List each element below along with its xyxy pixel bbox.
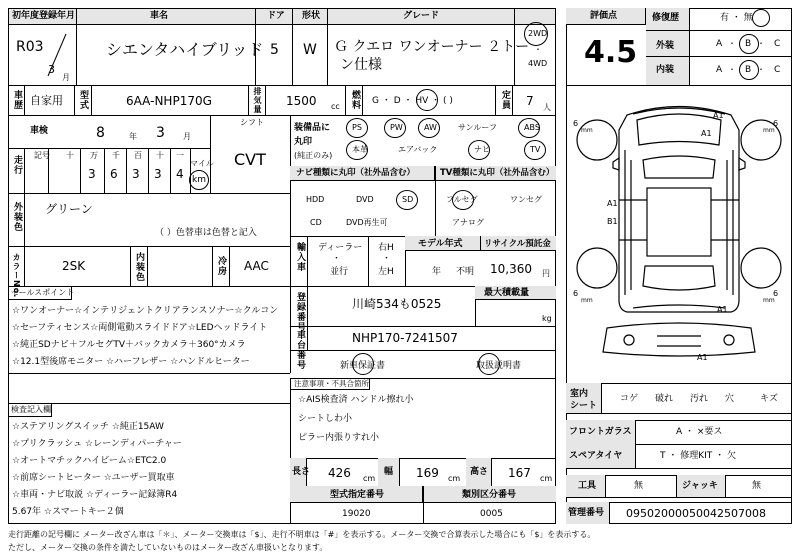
type-cert: 19020 xyxy=(342,509,371,519)
model: 6AA-NHP170G xyxy=(126,94,212,108)
glass-label: フロントガラス xyxy=(569,427,632,437)
grade-line1: Ｇ クエロ ワンオーナー ２トー xyxy=(334,39,530,55)
import-dot: ・ xyxy=(332,254,342,264)
ac: AAC xyxy=(244,259,269,273)
unit-km: km xyxy=(192,175,206,185)
warranty: 新車保証書 xyxy=(340,361,386,371)
repair-label: 修復歴 xyxy=(652,13,680,23)
grade-dot: ・ xyxy=(757,65,765,74)
warranty-circle xyxy=(352,353,374,375)
mileage-header: 十 xyxy=(66,151,74,160)
mileage-header: 記号 xyxy=(34,151,50,160)
doors: 5 xyxy=(270,42,279,58)
model-year-unit: 年 xyxy=(432,267,442,277)
model-year-unknown: 不明 xyxy=(456,267,475,277)
seat-option: キズ xyxy=(760,394,778,404)
mgmt: 09502000050042507008 xyxy=(626,507,766,520)
grade-option: A xyxy=(716,65,723,75)
mileage-header: 千 xyxy=(112,151,120,160)
body-outline xyxy=(619,107,739,313)
nav-item: CD xyxy=(310,218,322,227)
tire-mark-fr: 6 xyxy=(773,119,779,128)
tire-unit-rr: mm xyxy=(763,297,775,304)
note-line: ピラー内張りすれ小 xyxy=(298,433,380,443)
grade-option: A xyxy=(716,39,723,49)
model-year-label: モデル年式 xyxy=(418,239,463,249)
model-label: 型式 xyxy=(78,90,88,110)
use-label: 車歴 xyxy=(12,90,22,110)
chassis: NHP170-7241507 xyxy=(352,331,458,345)
tire-rear-left xyxy=(577,248,617,288)
grade-option: B xyxy=(745,39,752,49)
person-unit: 人 xyxy=(543,103,551,112)
equipment-title-1: 装備品に xyxy=(294,123,331,133)
import-dot-2: ・ xyxy=(382,254,392,264)
drive-2wd: 2WD xyxy=(528,29,548,38)
sales-point-line: ☆12.1型後席モニター ☆ハーフレザー ☆ハンドルヒーター xyxy=(12,357,250,367)
mileage-header: 百 xyxy=(134,151,142,160)
tire-unit-rl: mm xyxy=(581,297,593,304)
import-left: 左H xyxy=(378,267,394,277)
sales-title: セールスポイント xyxy=(11,288,75,297)
use: 自家用 xyxy=(30,94,63,107)
shift: CVT xyxy=(234,150,266,169)
spare-options: T ・ 修理KIT ・ 欠 xyxy=(660,451,736,461)
exterior-label: 外装 xyxy=(656,41,675,51)
width-label: 幅 xyxy=(384,467,394,477)
tire-unit-fr: mm xyxy=(763,127,775,134)
interior-label: 内装 xyxy=(656,65,675,75)
tire-mark-rr: 6 xyxy=(773,289,779,298)
displacement: 1500 xyxy=(286,94,317,108)
seat-option: 汚れ xyxy=(690,394,709,404)
equipment-item: ナビ xyxy=(474,145,490,154)
type-cert-label: 型式指定番号 xyxy=(330,490,385,500)
capacity: 7 xyxy=(526,94,534,108)
width-cm: cm xyxy=(448,474,461,483)
inspection-year-unit: 年 xyxy=(129,132,137,141)
mileage-digit: 6 xyxy=(110,167,118,181)
sales-point-line: ☆純正SDナビ＋フルセグTV＋バックカメラ＋360°カメラ xyxy=(12,340,246,350)
load-label: 最大積載量 xyxy=(484,288,530,298)
grade-line2: ン仕様 xyxy=(340,57,382,73)
capacity-label: 定員 xyxy=(500,90,510,110)
equipment-title-2: 丸印 xyxy=(294,137,313,147)
glass-options: A ・ ×要ス xyxy=(676,427,723,437)
equipment-item: ABS xyxy=(524,123,540,132)
equipment-item: PS xyxy=(352,123,362,132)
footer-line1: 走行距離の記号欄に メーター改ざん車は「＊」、メーター交換車は「$」、走行不明車は「#」を表示する。メーター交換で合算表示した場合にも「$」を表示する。 xyxy=(8,530,596,539)
mileage-digit: 4 xyxy=(176,167,184,181)
grade-option: C xyxy=(774,39,781,49)
unit-mile: マイル xyxy=(190,159,214,168)
color-value: グリーン xyxy=(45,202,93,216)
grade-option: B xyxy=(745,65,752,75)
color-no: 2SK xyxy=(62,259,86,273)
class-label: 類別区分番号 xyxy=(462,490,517,500)
nav-item: SD xyxy=(402,195,414,204)
inspection-month-unit: 月 xyxy=(183,132,191,141)
nav-item: DVD xyxy=(356,195,374,204)
drive-dot: ・ xyxy=(534,45,542,54)
note-line: シートしわ小 xyxy=(298,414,353,424)
spare-label: スペアタイヤ xyxy=(569,451,623,461)
reg-month-unit: 月 xyxy=(62,73,70,82)
mileage-digit: 3 xyxy=(132,167,140,181)
inspector-title: 検査記入欄 xyxy=(11,405,51,414)
car-name-label: 車名 xyxy=(150,11,169,21)
inspector-line: ☆車両・ナビ取説 ☆ディーラー記録簿R4 xyxy=(12,490,178,500)
color-note: （ ）色替車は色替と記入 xyxy=(155,228,257,238)
fuel-hv-circle xyxy=(416,89,438,111)
tire-front-left xyxy=(577,120,617,160)
recycle-yen: 円 xyxy=(542,269,550,278)
interior-color-label: 内装色 xyxy=(134,252,144,282)
manual: 取扱説明書 xyxy=(476,361,522,371)
grade-option: C xyxy=(774,65,781,75)
equipment-item: TV xyxy=(530,145,541,154)
tv-title: TV種類に丸印（社外品含む） xyxy=(440,168,555,178)
score-value: 4.5 xyxy=(584,35,638,70)
tools: 無 xyxy=(634,481,644,491)
nav-item: HDD xyxy=(306,195,325,204)
mark-left-door-front: A1 xyxy=(607,199,618,208)
mgmt-label: 管理番号 xyxy=(568,508,605,518)
equipment-item: AW xyxy=(424,123,437,132)
notes-title: 注意事項・不具合箇所 xyxy=(294,379,369,388)
inspector-line: 5.67年 ☆スマートキー２個 xyxy=(12,507,124,517)
registration-number: 川崎534も0525 xyxy=(352,297,442,311)
class: 0005 xyxy=(480,509,503,519)
shift-label: シフト xyxy=(240,118,264,127)
equipment-item: エアバック xyxy=(398,145,438,154)
equipment-title-3: (純正のみ) xyxy=(294,151,333,160)
tire-mark-rl: 6 xyxy=(573,289,579,298)
tv-item: フルセグ xyxy=(446,195,478,204)
drive-4wd: 4WD xyxy=(528,59,548,68)
inspection-month: 3 xyxy=(156,125,165,141)
car-diagram xyxy=(567,90,791,375)
width: 169 xyxy=(416,466,439,480)
jack: 無 xyxy=(752,481,762,491)
tire-unit-fl: mm xyxy=(581,127,593,134)
inspector-line: ☆前席シートヒーター ☆ユーザー買取車 xyxy=(12,473,175,483)
length-label: 長さ xyxy=(292,467,311,477)
sales-point-line: ☆ワンオーナー☆インテリジェントクリアランスソナー☆クルコン xyxy=(12,306,279,316)
reg-era: R03 xyxy=(16,39,44,55)
mark-left-door-rear: B1 xyxy=(607,217,618,226)
tire-rear-right xyxy=(741,248,781,288)
length: 426 xyxy=(328,466,351,480)
tv-item: アナログ xyxy=(452,218,484,227)
disp-label: 排気量 xyxy=(253,87,262,114)
inspector-line: ☆プリクラッシュ ☆レーンディパーチャー xyxy=(12,439,182,449)
grade-label: グレード xyxy=(403,11,440,21)
shape: W xyxy=(303,42,317,58)
inspector-line: ☆ステアリングスイッチ ☆純正15AW xyxy=(12,422,164,432)
repair-options: 有 ・ 無 xyxy=(720,13,753,23)
nav-item: DVD再生可 xyxy=(346,218,388,227)
height-cm: cm xyxy=(540,474,553,483)
grade-dot: ・ xyxy=(728,39,736,48)
mileage-digit: 3 xyxy=(154,167,162,181)
mileage-label: 走行 xyxy=(12,155,22,175)
inspection-year: 8 xyxy=(96,125,105,141)
equipment-item: 本革 xyxy=(352,145,368,154)
import-label: 輸入車 xyxy=(295,242,305,272)
mileage-header: 十 xyxy=(156,151,164,160)
ac-label: 冷房 xyxy=(216,256,226,276)
reg-month: 3 xyxy=(48,63,55,76)
load-kg: kg xyxy=(542,314,552,323)
manual-circle xyxy=(478,353,500,375)
tire-mark-fl: 6 xyxy=(573,119,579,128)
cc-unit: cc xyxy=(331,102,340,111)
sales-point-line: ☆セーフティセンス☆両側電動スライドドア☆LEDヘッドライト xyxy=(12,323,268,333)
footer-line2: ただし、メーター交換の条件を満たしていないものはメーター改ざん車扱いとなります。 xyxy=(8,543,328,552)
tools-label: 工具 xyxy=(578,481,597,491)
repair-none-circle xyxy=(752,9,770,27)
import-dealer: ディーラー xyxy=(318,243,363,253)
seat-label-1: 室内 xyxy=(570,389,589,399)
inspector-line: ☆オートマチックハイビーム☆ETC2.0 xyxy=(12,456,167,466)
grade-dot: ・ xyxy=(757,39,765,48)
fuel-options: G ・ D ・ HV ・ ( ) xyxy=(372,96,453,106)
score-label: 評価点 xyxy=(590,11,618,21)
reg-year-label: 初年度登録年月 xyxy=(12,11,76,21)
grade-dot: ・ xyxy=(728,65,736,74)
recycle: 10,360 xyxy=(490,262,532,276)
jack-label: ジャッキ xyxy=(682,481,718,491)
mark-hood-right: A1 xyxy=(701,129,712,138)
car-name: シエンタハイブリッド xyxy=(106,40,264,59)
height-label: 高さ xyxy=(470,467,489,477)
mark-rear-right: A1 xyxy=(717,305,728,314)
seat-option: コゲ xyxy=(620,394,639,404)
mileage-header: 一 xyxy=(176,151,184,160)
note-line: ☆AIS検査済 ハンドル擦れ小 xyxy=(298,395,414,405)
inspection-label: 車検 xyxy=(30,126,49,136)
shape-label: 形状 xyxy=(302,11,321,21)
mark-bumper-rear: A1 xyxy=(697,353,708,362)
color-label: 外装色 xyxy=(12,202,22,232)
equipment-item: サンルーフ xyxy=(458,123,497,132)
fuel-label: 燃料 xyxy=(350,90,360,110)
nav-title: ナビ種類に丸印（社外品含む） xyxy=(296,168,416,178)
seat-option: 穴 xyxy=(725,394,735,404)
tv-item: ワンセグ xyxy=(510,195,542,204)
height: 167 xyxy=(508,466,531,480)
equipment-item: PW xyxy=(390,123,403,132)
length-cm: cm xyxy=(363,474,376,483)
recycle-label: リサイクル預託金 xyxy=(484,239,551,249)
mileage-header: 万 xyxy=(90,151,98,160)
import-right: 右H xyxy=(378,243,394,253)
seat-option: 破れ xyxy=(655,394,674,404)
registration-label: 登録番号 xyxy=(295,292,305,332)
chassis-label: 車台番号 xyxy=(295,330,305,370)
door-label: ドア xyxy=(267,11,285,21)
seat-label-2: シート xyxy=(570,401,598,411)
mileage-digit: 3 xyxy=(88,167,96,181)
color-no-label: カラーNo. xyxy=(12,253,21,299)
import-parallel: 並行 xyxy=(330,267,349,277)
mark-front-right: A1 xyxy=(713,111,724,120)
